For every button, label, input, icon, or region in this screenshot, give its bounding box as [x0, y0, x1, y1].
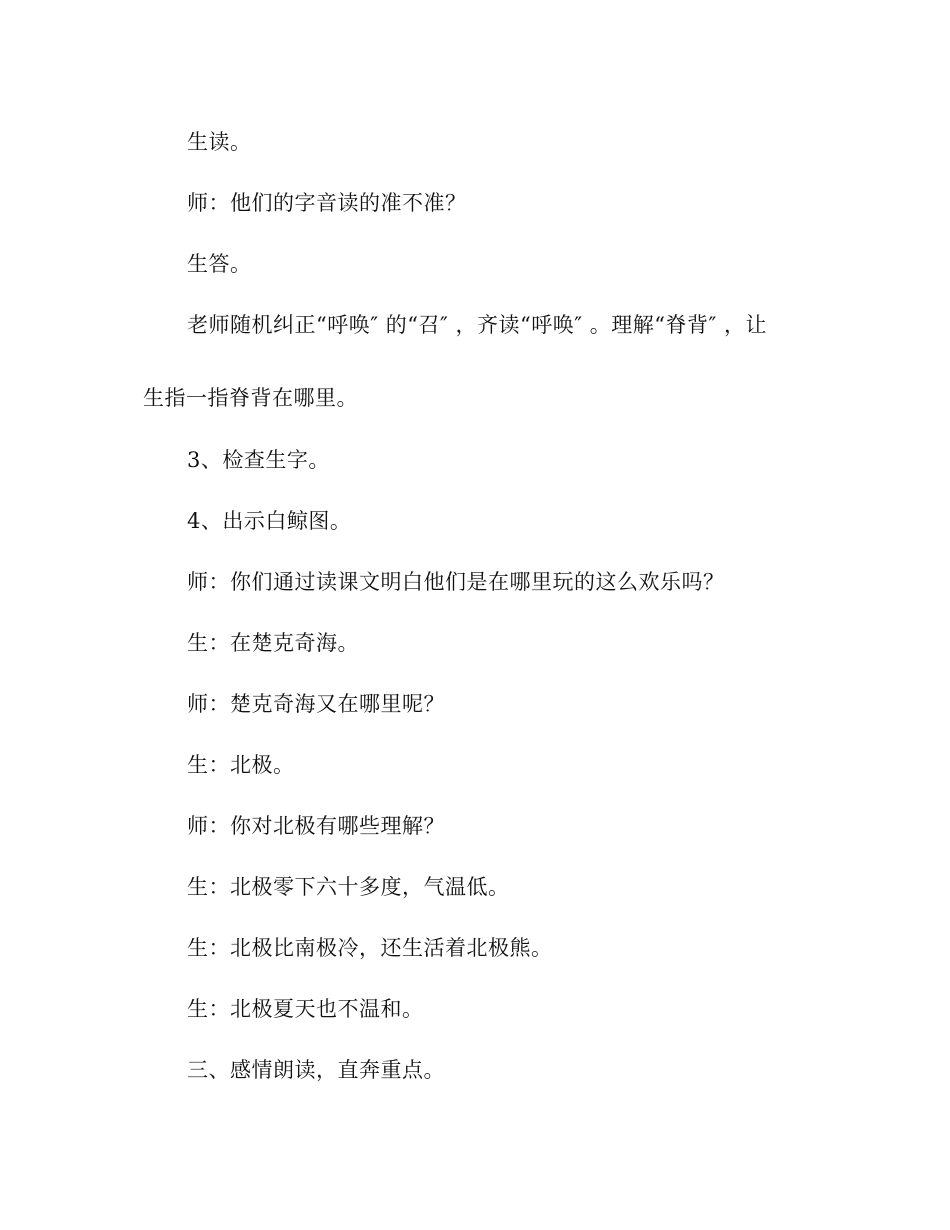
paragraph-continuation: 生指一指脊背在哪里。: [143, 386, 358, 410]
paragraph: 生读。: [187, 130, 252, 154]
paragraph: 生答。: [187, 252, 252, 276]
paragraph: 生：在楚克奇海。: [187, 631, 359, 655]
paragraph: 师：他们的字音读的准不准？: [187, 191, 467, 215]
paragraph: 3、检查生字。: [187, 448, 330, 472]
paragraph: 师：楚克奇海又在哪里呢？: [187, 692, 445, 716]
paragraph: 老师随机纠正“呼唤″ 的“召″ ，齐读“呼唤″ 。理解“脊背″ ，让: [187, 313, 768, 337]
paragraph: 生：北极。: [187, 753, 295, 777]
paragraph: 4、出示白鲸图。: [187, 509, 352, 533]
paragraph: 生：北极夏天也不温和。: [187, 997, 424, 1021]
section-heading: 三、感情朗读，直奔重点。: [187, 1058, 445, 1082]
paragraph: 生：北极比南极冷，还生活着北极熊。: [187, 936, 553, 960]
paragraph: 生：北极零下六十多度，气温低。: [187, 875, 510, 899]
paragraph: 师：你们通过读课文明白他们是在哪里玩的这么欢乐吗？: [187, 570, 725, 594]
paragraph: 师：你对北极有哪些理解？: [187, 814, 445, 838]
